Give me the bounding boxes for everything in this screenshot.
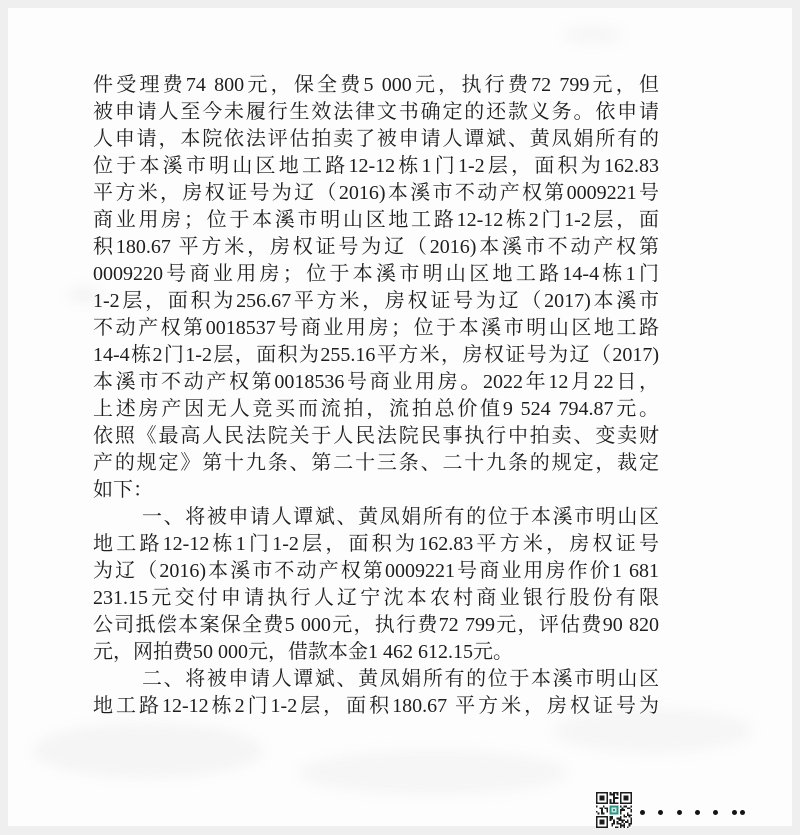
text-line: 231.15元交付申请执行人辽宁沈本农村商业银行股份有限 xyxy=(93,587,659,609)
text-line: 公司抵偿本案保全费5 000元，执行费72 799元，评估费90 820 xyxy=(93,614,659,636)
qr-code-icon xyxy=(595,792,633,828)
text-line: 一、将被申请人谭斌、黄凤娟所有的位于本溪市明山区 xyxy=(142,506,659,528)
text-line: 不动产权第0018537号商业用房；位于本溪市明山区地工路 xyxy=(93,317,659,339)
text-line: 本溪市不动产权第0018536号商业用房。2022年12月22日， xyxy=(93,371,659,393)
text-line: 地工路12-12栋1门1-2层，面积为162.83平方米，房权证号 xyxy=(93,533,659,555)
text-line: 地工路12-12栋2门1-2层，面积180.67 平方米，房权证号为 xyxy=(93,695,659,717)
document-text-block xyxy=(93,72,659,720)
text-line: 件受理费74 800元，保全费5 000元，执行费72 799元，但 xyxy=(93,74,659,96)
dot xyxy=(695,810,700,815)
text-line: 商业用房；位于本溪市明山区地工路12-12栋2门1-2层，面 xyxy=(93,209,659,231)
scan-smudge xyxy=(298,750,568,795)
dot xyxy=(640,810,645,815)
dot xyxy=(713,810,718,815)
dot xyxy=(740,810,745,815)
text-line: 上述房产因无人竞买而流拍，流拍总价值9 524 794.87元。 xyxy=(93,398,659,420)
text-line: 1-2层，面积为256.67平方米，房权证号为辽（2017)本溪市 xyxy=(93,290,659,312)
text-line: 人申请，本院依法评估拍卖了被申请人谭斌、黄凤娟所有的 xyxy=(93,128,659,150)
text-line: 如下： xyxy=(93,479,153,501)
dot xyxy=(658,810,663,815)
dot xyxy=(732,810,737,815)
text-line: 平方米，房权证号为辽（2016)本溪市不动产权第0009221号 xyxy=(93,182,659,204)
text-line: 元，网拍费50 000元，借款本金1 462 612.15元。 xyxy=(93,641,513,663)
text-line: 0009220号商业用房；位于本溪市明山区地工路14-4栋1门 xyxy=(93,263,659,285)
text-line: 被申请人至今未履行生效法律文书确定的还款义务。依申请 xyxy=(93,101,659,123)
text-line: 依照《最高人民法院关于人民法院民事执行中拍卖、变卖财 xyxy=(93,425,659,447)
text-line: 产的规定》第十九条、第二十三条、二十九条的规定，裁定 xyxy=(93,452,659,474)
scan-smudge xyxy=(33,723,263,778)
text-line: 为辽（2016)本溪市不动产权第0009221号商业用房作价1 681 xyxy=(93,560,659,582)
text-line: 积180.67 平方米，房权证号为辽（2016)本溪市不动产权第 xyxy=(93,236,659,258)
text-line: 二、将被申请人谭斌、黄凤娟所有的位于本溪市明山区 xyxy=(142,668,659,690)
document-page xyxy=(8,8,792,826)
dot-row xyxy=(638,807,750,817)
text-line: 14-4栋2门1-2层，面积为255.16平方米，房权证号为辽（2017) xyxy=(93,344,659,366)
dot xyxy=(677,810,682,815)
text-line: 位于本溪市明山区地工路12-12栋1门1-2层，面积为162.83 xyxy=(93,155,659,177)
scan-smudge xyxy=(563,26,623,44)
